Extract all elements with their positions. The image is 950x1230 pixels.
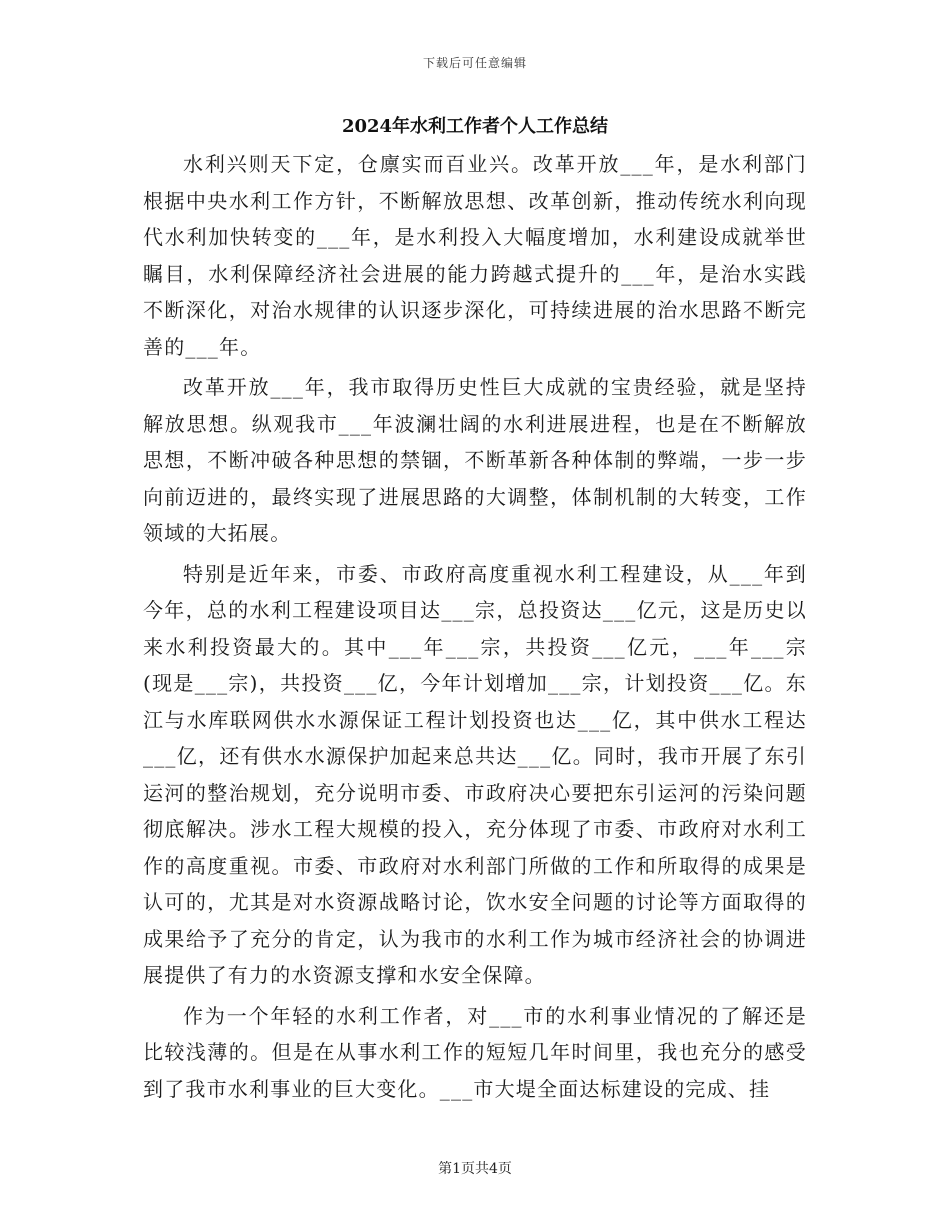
document-title: 2024年水利工作者个人工作总结 <box>341 116 609 137</box>
paragraph-3: 特别是近年来，市委、市政府高度重视水利工程建设，从___年到今年，总的水利工程建设项目达___宗，总投资达___亿元，这是历史以来水利投资最大的。其中___年___宗，共投资___亿元，___年___宗(现是___宗)，共投资___亿，今年计划增加___宗，计划投资___亿。东江与水库联网供水水源保证工程计划投资也达___亿，其中供水工程达___亿，还有供水水源保护加起来总共达___亿。同时，我市开展了东引运河的整治规划，充分说明市委、市政府决心要把东引运河的污染问题彻底解决。涉水工程大规模的投入，充分体现了市委、市政府对水利工作的高度重视。市委、市政府对水利部门所做的工作和所取得的成果是认可的，尤其是对水资源战略讨论，饮水安全问题的讨论等方面取得的成果给予了充分的肯定，认为我市的水利工作为城市经济社会的协调进展提供了有力的水资源支撑和水安全保障。 <box>143 561 807 987</box>
paragraph-1: 水利兴则天下定，仓廪实而百业兴。改革开放___年，是水利部门根据中央水利工作方针，不断解放思想、改革创新，推动传统水利向现代水利加快转变的___年，是水利投入大幅度增加，水利建设成就举世瞩目，水利保障经济社会进展的能力跨越式提升的___年，是治水实践不断深化，对治水规律的认识逐步深化，可持续进展的治水思路不断完善的___年。 <box>143 152 807 359</box>
paragraph-2: 改革开放___年，我市取得历史性巨大成就的宝贵经验，就是坚持解放思想。纵观我市___年波澜壮阔的水利进展进程，也是在不断解放思想，不断冲破各种思想的禁锢，不断革新各种体制的弊端，一步一步向前迈进的，最终实现了进展思路的大调整，体制机制的大转变，工作领域的大拓展。 <box>143 375 807 545</box>
document-body <box>143 146 807 1111</box>
paragraph-4: 作为一个年轻的水利工作者，对___市的水利事业情况的了解还是比较浅薄的。但是在从事水利工作的短短几年时间里，我也充分的感受到了我市水利事业的巨大变化。___市大堤全面达标建设的完成、挂 <box>143 1003 807 1101</box>
page-indicator: 第1页共4页 <box>438 1161 512 1177</box>
header-note: 下载后可任意编辑 <box>422 56 527 70</box>
